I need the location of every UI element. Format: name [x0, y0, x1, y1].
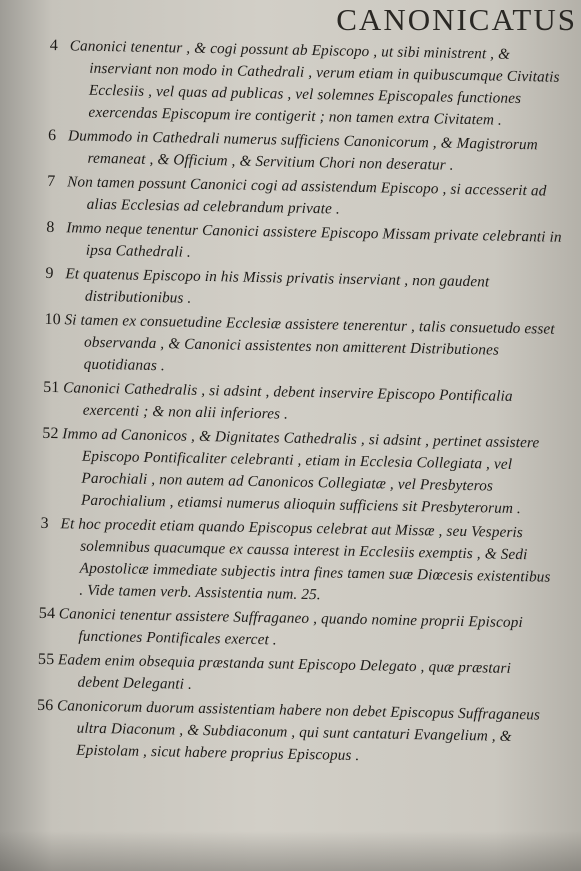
entry-number: 56 — [36, 696, 54, 715]
entry-number: 3 — [40, 514, 49, 533]
entry-text: Et quatenus Episcopo in his Missis privatis inserviant , non gaudent distributionibus . — [65, 265, 490, 307]
entry-text: Non tamen possunt Canonici cogi ad assistendum Episcopo , si accesserit ad alias Ecclesias ad celebrandum private . — [67, 173, 547, 218]
entry-text: Eadem enim obsequia præstanda sunt Episcopo Delegato , quæ præstari debent Deleganti . — [57, 651, 512, 693]
entry-text: Canonici Cathedralis , si adsint , debent inservire Episcopo Pontificalia exercenti ; & non alii inferiores . — [63, 379, 513, 423]
running-head: CANONICATUS — [336, 2, 577, 37]
entry-number: 55 — [37, 650, 55, 669]
entry-text: Canonicorum duorum assistentiam habere non debet Episcopus Suffraganeus ultra Diaconum , & Subdiaconum , qui sunt cantaturi Evangelium , & Epistolam , sicut habere proprius Episcopus . — [56, 697, 541, 765]
entry-number: 51 — [43, 378, 60, 397]
entry-number: 52 — [42, 424, 59, 443]
entry — [0, 422, 573, 521]
entry-text: Dummodo in Cathedrali numerus sufficiens Canonicorum , & Magistrorum remaneat , & Officium , & Servitium Chori non deseratur . — [67, 127, 539, 174]
entry — [0, 34, 581, 133]
entry — [0, 694, 568, 771]
entry — [0, 308, 576, 385]
entry-text: Si tamen ex consuetudine Ecclesiæ assistere tenerentur , talis consuetudo esset observanda , & Canonici assistentes non amitterent Distributiones quotidianas . — [64, 311, 555, 375]
entry-number: 4 — [49, 36, 59, 55]
entry-text: Canonici tenentur , & cogi possunt ab Episcopo , ut sibi ministrent , & inserviant non modo in Cathedrali , verum etiam in quibuscumque Civitatis Ecclesiis , vel quas ad publicas , vel solemnes Episcopales functiones exercendas Episcopum ire contigerit ; non tamen extra Civitatem . — [69, 37, 560, 129]
entry-number: 8 — [46, 218, 55, 237]
entry-number: 9 — [45, 264, 54, 283]
entry-number: 54 — [38, 604, 56, 623]
entry — [0, 648, 569, 703]
entry-text: Canonici tenentur assistere Suffraganeo , quando nomine proprii Episcopi functiones Pontificales exercet . — [58, 605, 523, 649]
entry-list — [0, 34, 581, 773]
entry-number: 7 — [47, 172, 56, 191]
entry-text: Et hoc procedit etiam quando Episcopus celebrat aut Missæ , seu Vesperis solemnibus quacumque ex caussa interest in Ecclesiis exemptis , & Sedi Apostolicæ immediate subjectis intra fines tamen suæ Diœcesis existentibus . Vide tamen verb. Assistentia num. 25. — [60, 515, 551, 604]
entry — [0, 512, 572, 611]
entry-number: 6 — [47, 126, 57, 145]
entry-text: Immo ad Canonicos , & Dignitates Cathedralis , si adsint , pertinet assistere Episcopo Pontificaliter celebranti , etiam in Ecclesia Collegiata , vel Parochiali , non autem ad Canonicos Collegiatæ , vel Presbyteros Parochialium , etiamsi numerus alioquin sufficiens sit Presbyterorum . — [62, 425, 540, 518]
entry-text: Immo neque tenentur Canonici assistere Episcopo Missam private celebranti in ipsa Cathedrali . — [66, 219, 562, 261]
entry-number: 10 — [44, 310, 62, 329]
